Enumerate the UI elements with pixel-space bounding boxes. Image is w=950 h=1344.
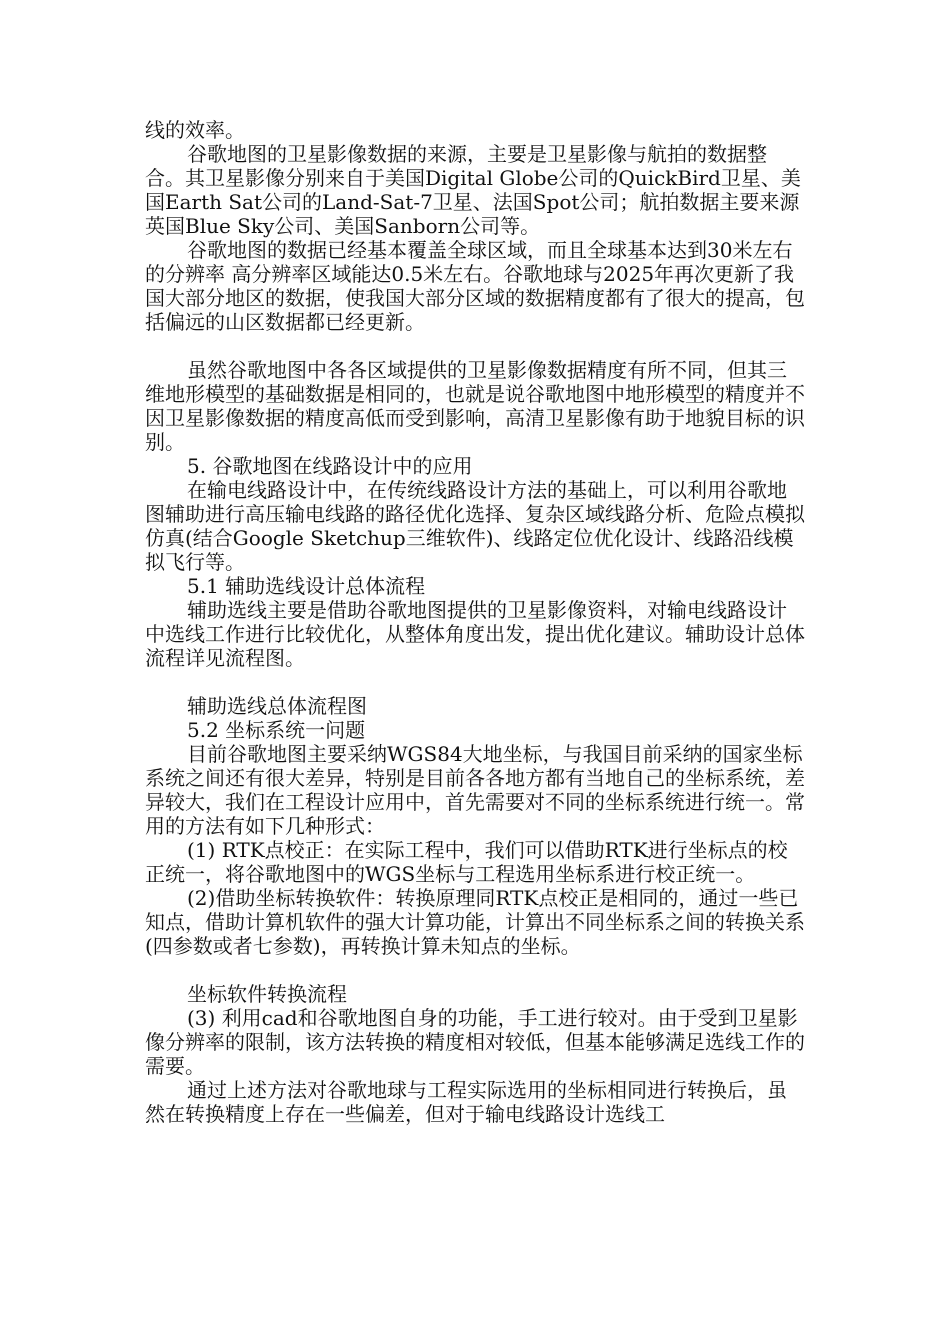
blank-line bbox=[145, 958, 805, 982]
paragraph-method-rtk: (1) RTK点校正：在实际工程中，我们可以借助RTK进行坐标点的校正统一，将谷歌地图中的WGS坐标与工程选用坐标系进行校正统一。 bbox=[145, 838, 788, 886]
blank-line bbox=[145, 670, 805, 694]
paragraph-line-design: 在输电线路设计中，在传统线路设计方法的基础上，可以利用谷歌地图辅助进行高压输电线路的路径优化选择、复杂区域线路分析、危险点模拟仿真(结合Google Sketchup三维软件)、线路定位优化设计、线路沿线模拟飞行等。 bbox=[145, 478, 805, 574]
document-body bbox=[145, 118, 805, 1126]
paragraph-imagery-sources: 谷歌地图的卫星影像数据的来源，主要是卫星影像与航拍的数据整合。其卫星影像分别来自于美国Digital Globe公司的QuickBird卫星、美国Earth Sat公司的Land-Sat-7卫星、法国Spot公司；航拍数据主要来源英国Blue Sky公司、美国Sanborn公司等。 bbox=[145, 142, 801, 238]
paragraph-conclusion: 通过上述方法对谷歌地球与工程实际选用的坐标相同进行转换后，虽然在转换精度上存在一些偏差，但对于输电线路设计选线工 bbox=[145, 1078, 787, 1126]
paragraph-method-cad: (3) 利用cad和谷歌地图自身的功能，手工进行较对。由于受到卫星影像分辨率的限制，该方法转换的精度相对较低，但基本能够满足选线工作的需要。 bbox=[145, 1006, 805, 1078]
paragraph-data-coverage: 谷歌地图的数据已经基本覆盖全球区域，而且全球基本达到30米左右的分辨率 高分辨率区域能达0.5米左右。谷歌地球与2025年再次更新了我国大部分地区的数据，使我国大部分区域的数据精度都有了很大的提高，包括偏远的山区数据都已经更新。 bbox=[145, 238, 805, 334]
paragraph-route-selection: 辅助选线主要是借助谷歌地图提供的卫星影像资料，对输电线路设计中选线工作进行比较优化，从整体角度出发，提出优化建议。辅助设计总体流程详见流程图。 bbox=[145, 598, 805, 670]
section-heading-5-1: 5.1 辅助选线设计总体流程 bbox=[187, 574, 426, 598]
figure-caption-conversion: 坐标软件转换流程 bbox=[187, 982, 347, 1006]
paragraph-method-software: (2)借助坐标转换软件：转换原理同RTK点校正是相同的，通过一些已知点，借助计算机软件的强大计算功能，计算出不同坐标系之间的转换关系(四参数或者七参数)，再转换计算未知点的坐标。 bbox=[145, 886, 805, 958]
paragraph-terrain-model: 虽然谷歌地图中各各区域提供的卫星影像数据精度有所不同，但其三维地形模型的基础数据是相同的，也就是说谷歌地图中地形模型的精度并不因卫星影像数据的精度高低而受到影响，高清卫星影像有助于地貌目标的识别。 bbox=[145, 358, 805, 454]
section-heading-5: 5. 谷歌地图在线路设计中的应用 bbox=[187, 454, 473, 478]
blank-line bbox=[145, 334, 805, 358]
paragraph-coordinate-systems: 目前谷歌地图主要采纳WGS84大地坐标，与我国目前采纳的国家坐标系统之间还有很大差异，特别是目前各各地方都有当地自己的坐标系统，差异较大，我们在工程设计应用中，首先需要对不同的坐标系统进行统一。常用的方法有如下几种形式： bbox=[145, 742, 805, 838]
section-heading-5-2: 5.2 坐标系统一问题 bbox=[187, 718, 366, 742]
paragraph-continuation: 线的效率。 bbox=[145, 118, 245, 142]
figure-caption-flowchart: 辅助选线总体流程图 bbox=[187, 694, 367, 718]
